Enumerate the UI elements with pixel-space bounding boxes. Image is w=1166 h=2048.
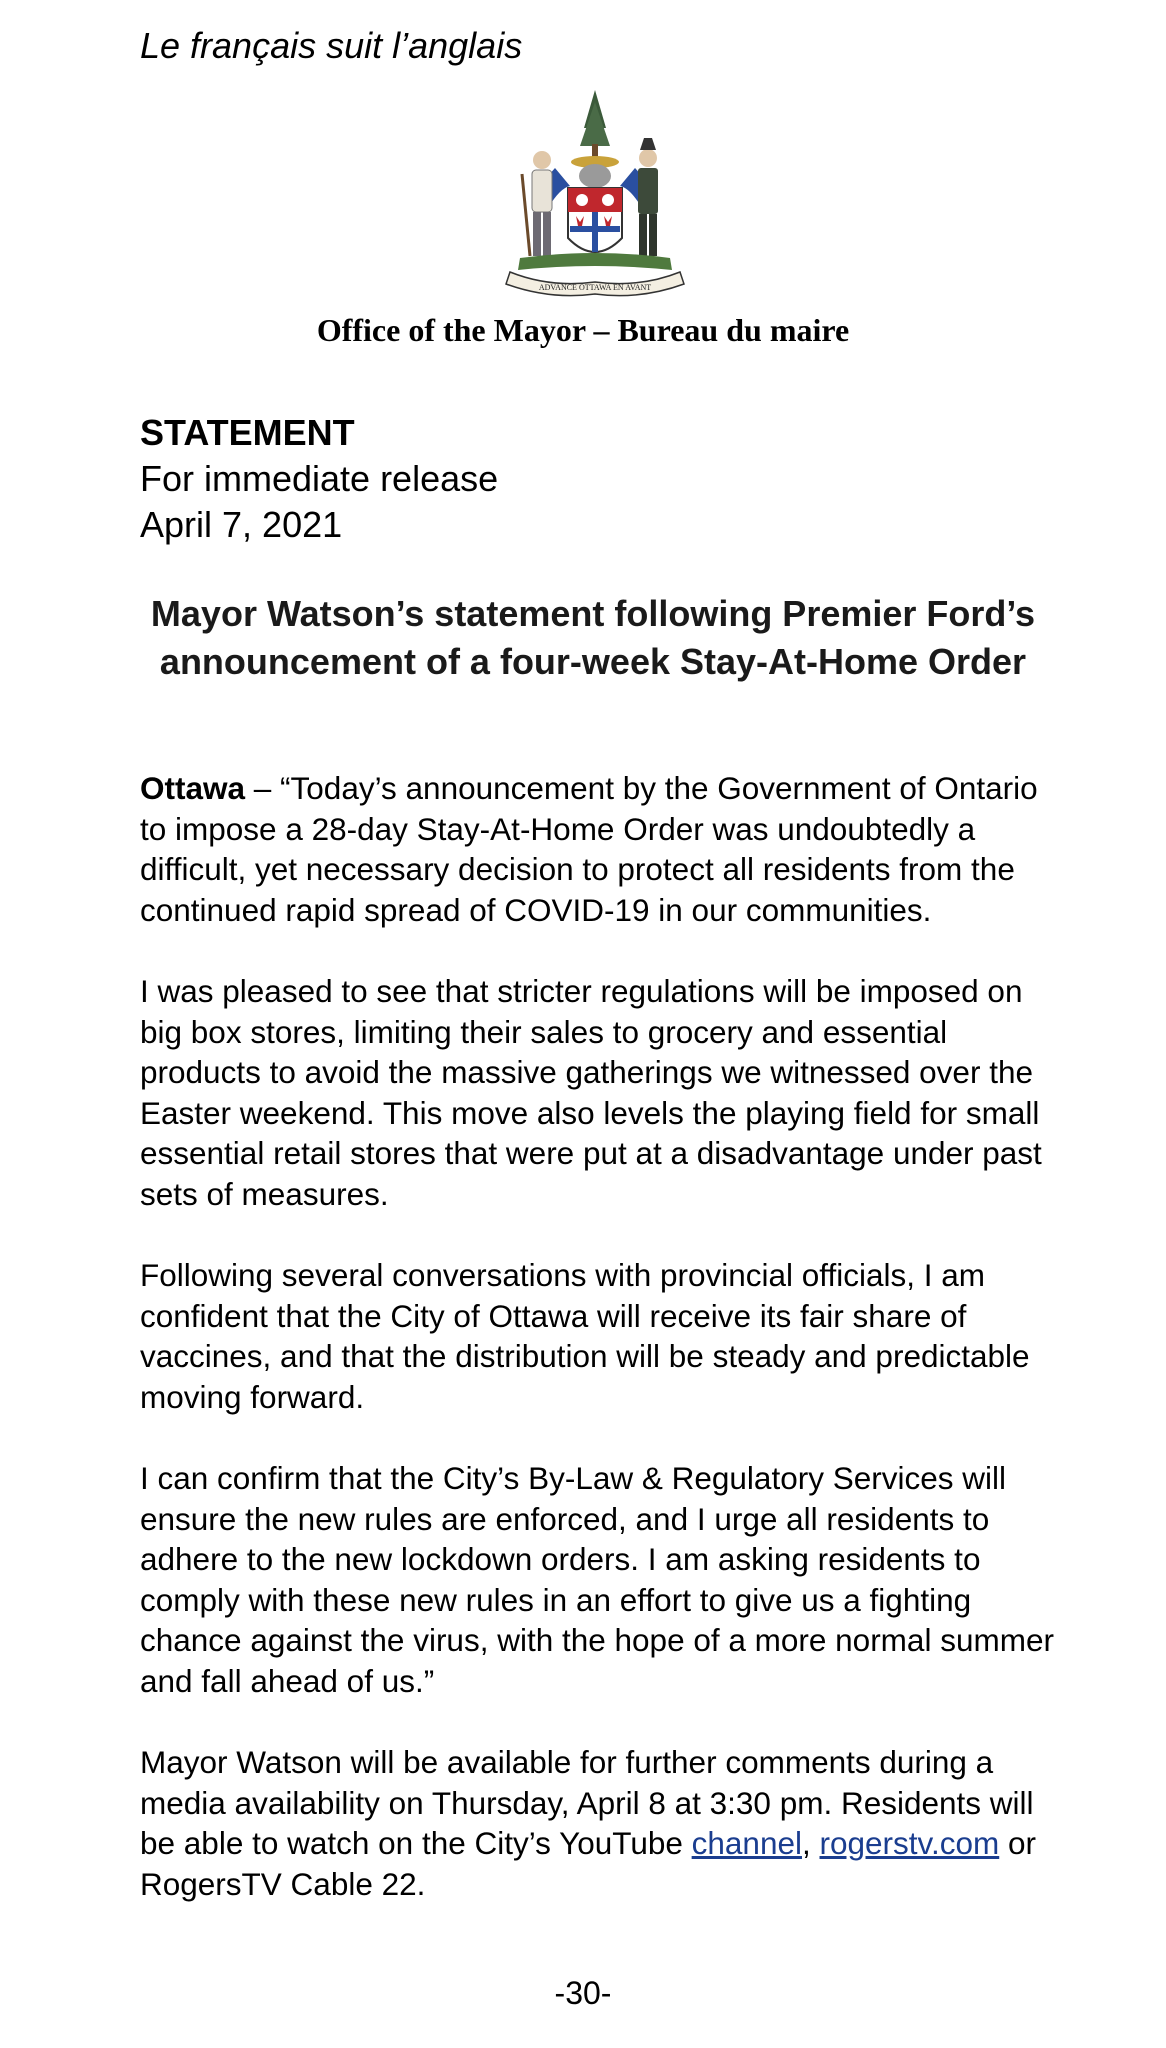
end-mark: -30- [554,1975,612,2011]
dateline: Ottawa [140,770,246,806]
paragraph-4: I can confirm that the City’s By-Law & Regulatory Services will ensure the new rules are enforced, and I urge all residents to adhere to the new lockdown orders. I am asking residents to comply with these new rules in an effort to give us a fighting chance against the virus, with the hope of a more normal summer and fall ahead of us.” [140,1460,1054,1700]
paragraph-5 [140,1742,1060,1904]
city-coat-of-arms-icon [500,88,690,298]
release-meta [140,410,498,548]
paragraph-1-text: – “Today’s announcement by the Government of Ontario to impose a 28-day Stay-At-Home Order was undoubtedly a difficult, yet necessary decision to protect all residents from the continued rapid spread of COVID-19 in our communities. [140,770,1038,928]
statement-headline: Mayor Watson’s statement following Premier Ford’s announcement of a four-week Stay-At-Home Order [150,593,1036,682]
release-date: April 7, 2021 [140,504,343,545]
paragraph-2: I was pleased to see that stricter regulations will be imposed on big box stores, limiting their sales to grocery and essential products to avoid the massive gatherings we witnessed over the Easter weekend. This move also levels the playing field for small essential retail stores that were put at a disadvantage under past sets of measures. [140,972,1042,1212]
paragraph-1 [140,768,1060,930]
youtube-channel-link[interactable]: channel [691,1825,802,1862]
language-note: Le français suit l’anglais [140,25,523,66]
paragraph-3: Following several conversations with provincial officials, I am confident that the City of Ottawa will receive its fair share of vaccines, and that the distribution will be steady and predictable moving forward. [140,1257,1030,1415]
crest-motto: ADVANCE OTTAWA EN AVANT [538,283,652,292]
link-separator: , [801,1825,820,1862]
office-title: Office of the Mayor – Bureau du maire [316,312,850,348]
release-availability: For immediate release [140,458,499,499]
paragraph-5-tail: or RogersTV Cable 22. [140,1825,1036,1903]
release-kind: STATEMENT [140,412,355,453]
rogerstv-link[interactable]: rogerstv.com [819,1825,1000,1862]
paragraph-5-text: Mayor Watson will be available for further comments during a media availability on Thursday, April 8 at 3:30 pm. Residents will be able to watch on the City’s YouTube [140,1744,1034,1862]
statement-body [140,768,1060,1945]
